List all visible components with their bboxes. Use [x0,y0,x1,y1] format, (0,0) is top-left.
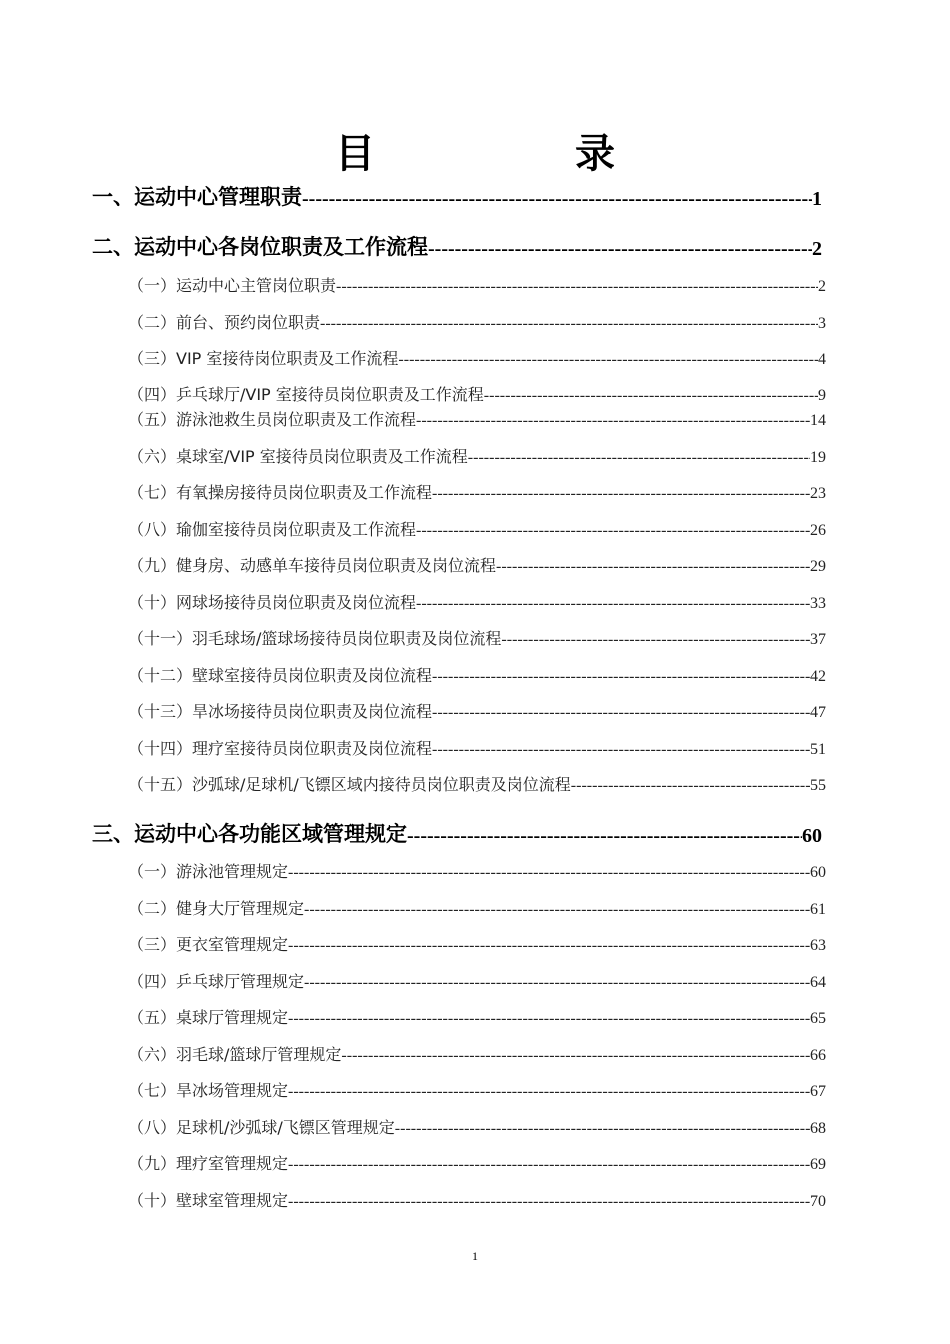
page-number-footer: 1 [472,1249,478,1263]
toc-subsection-entry[interactable] [128,408,826,430]
toc-dot-leader [468,449,810,467]
toc-entry-label: （十）壁球室管理规定 [128,1191,289,1210]
toc-entry-label: 三、运动中心各功能区域管理规定 [92,822,407,846]
toc-page-number: 3 [818,315,826,332]
toc-page-number: 1 [812,188,822,210]
toc-entry-label: （三）VIP 室接待岗位职责及工作流程 [128,349,399,368]
toc-entry-label: （五）游泳池救生员岗位职责及工作流程 [128,410,417,429]
toc-page-number: 2 [812,238,822,260]
toc-page-number: 23 [810,485,826,502]
toc-dot-leader [432,668,810,686]
toc-page-number: 66 [810,1047,826,1064]
toc-subsection-entry[interactable] [128,481,826,503]
toc-subsection-entry[interactable] [128,933,826,955]
toc-entry-label: （十三）旱冰场接待员岗位职责及岗位流程 [128,702,433,721]
toc-page-number: 9 [818,387,826,404]
toc-page-number: 65 [810,1010,826,1027]
toc-dot-leader [304,901,810,919]
toc-page-number: 2 [818,278,826,295]
toc-entry-label: （四）乒乓球厅/VIP 室接待员岗位职责及工作流程 [128,385,484,404]
toc-entry-label: （一）游泳池管理规定 [128,862,289,881]
toc-dot-leader [395,1120,810,1138]
toc-page-number: 70 [810,1193,826,1210]
toc-entry-label: （八）瑜伽室接待员岗位职责及工作流程 [128,520,417,539]
toc-entry-label: （三）更衣室管理规定 [128,935,289,954]
toc-dot-leader [432,485,810,503]
toc-entry-label: （二）健身大厅管理规定 [128,899,305,918]
toc-dot-leader [428,238,812,261]
toc-subsection-entry[interactable] [128,1079,826,1101]
toc-subsection-entry[interactable] [128,897,826,919]
toc-entry-label: （十四）理疗室接待员岗位职责及岗位流程 [128,739,433,758]
toc-page-number: 33 [810,595,826,612]
toc-section-entry[interactable] [92,233,822,261]
toc-page-number: 51 [810,741,826,758]
toc-entry-label: （六）桌球室/VIP 室接待员岗位职责及工作流程 [128,447,468,466]
toc-dot-leader [407,825,802,848]
toc-subsection-entry[interactable] [128,554,826,576]
toc-entry-label: （十二）壁球室接待员岗位职责及岗位流程 [128,666,433,685]
toc-page-number: 60 [810,864,826,881]
toc-dot-leader [416,522,810,540]
toc-section-entry[interactable] [92,183,822,211]
toc-subsection-entry[interactable] [128,664,826,686]
toc-entry-label: （六）羽毛球/篮球厅管理规定 [128,1045,342,1064]
toc-dot-leader [336,278,818,296]
toc-page-number: 63 [810,937,826,954]
toc-entry-label: （七）有氧操房接待员岗位职责及工作流程 [128,483,433,502]
toc-subsection-entry[interactable] [128,518,826,540]
toc-dot-leader [288,1193,810,1211]
toc-subsection-entry[interactable] [128,591,826,613]
toc-entry-label: （十五）沙弧球/足球机/飞镖区域内接待员岗位职责及岗位流程 [128,775,571,794]
toc-entry-label: （四）乒乓球厅管理规定 [128,972,305,991]
toc-dot-leader [416,595,810,613]
toc-page-number: 14 [810,412,826,429]
toc-entry-label: （七）旱冰场管理规定 [128,1081,289,1100]
toc-dot-leader [288,1010,810,1028]
toc-entry-label: （十一）羽毛球场/篮球场接待员岗位职责及岗位流程 [128,629,502,648]
toc-subsection-entry[interactable] [128,445,826,467]
toc-dot-leader [288,1156,810,1174]
toc-dot-leader [496,558,810,576]
toc-dot-leader [484,387,818,405]
toc-page-number: 26 [810,522,826,539]
toc-entry-label: 二、运动中心各岗位职责及工作流程 [92,235,428,259]
toc-page-number: 42 [810,668,826,685]
toc-entry-label: （一）运动中心主管岗位职责 [128,276,337,295]
toc-page-number: 60 [802,825,822,847]
toc-subsection-entry[interactable] [128,737,826,759]
page-title: 目 录 [335,131,695,177]
toc-subsection-entry[interactable] [128,773,826,795]
toc-page-number: 68 [810,1120,826,1137]
toc-subsection-entry[interactable] [128,1006,826,1028]
toc-subsection-entry[interactable] [128,347,826,369]
toc-entry-label: （九）理疗室管理规定 [128,1154,289,1173]
toc-entry-label: （五）桌球厅管理规定 [128,1008,289,1027]
toc-dot-leader [302,188,812,211]
toc-subsection-entry[interactable] [128,1043,826,1065]
toc-dot-leader [320,315,818,333]
toc-subsection-entry[interactable] [128,860,826,882]
toc-entry-label: （二）前台、预约岗位职责 [128,313,321,332]
toc-dot-leader [304,974,810,992]
toc-subsection-entry[interactable] [128,274,826,296]
toc-page-number: 55 [810,777,826,794]
toc-subsection-entry[interactable] [128,383,826,405]
toc-entry-label: 一、运动中心管理职责 [92,185,302,209]
toc-subsection-entry[interactable] [128,1189,826,1211]
toc-entry-label: （八）足球机/沙弧球/飞镖区管理规定 [128,1118,395,1137]
toc-dot-leader [398,351,818,369]
toc-page-number: 69 [810,1156,826,1173]
toc-subsection-entry[interactable] [128,1152,826,1174]
toc-dot-leader [432,704,810,722]
toc-subsection-entry[interactable] [128,1116,826,1138]
toc-subsection-entry[interactable] [128,311,826,333]
toc-page-number: 29 [810,558,826,575]
toc-page-number: 37 [810,631,826,648]
toc-page-number: 61 [810,901,826,918]
toc-dot-leader [432,741,810,759]
toc-dot-leader [288,1083,810,1101]
toc-subsection-entry[interactable] [128,627,826,649]
toc-subsection-entry[interactable] [128,970,826,992]
toc-dot-leader [341,1047,810,1065]
toc-entry-label: （十）网球场接待员岗位职责及岗位流程 [128,593,417,612]
toc-page-number: 19 [810,449,826,466]
toc-section-entry[interactable] [92,820,822,848]
toc-page-number: 64 [810,974,826,991]
toc-dot-leader [571,777,810,795]
toc-page-number: 47 [810,704,826,721]
toc-entry-label: （九）健身房、动感单车接待员岗位职责及岗位流程 [128,556,497,575]
toc-page-number: 4 [818,351,826,368]
toc-subsection-entry[interactable] [128,700,826,722]
toc-dot-leader [288,937,810,955]
toc-dot-leader [501,631,810,649]
toc-dot-leader [288,864,810,882]
toc-dot-leader [416,412,810,430]
toc-page-number: 67 [810,1083,826,1100]
